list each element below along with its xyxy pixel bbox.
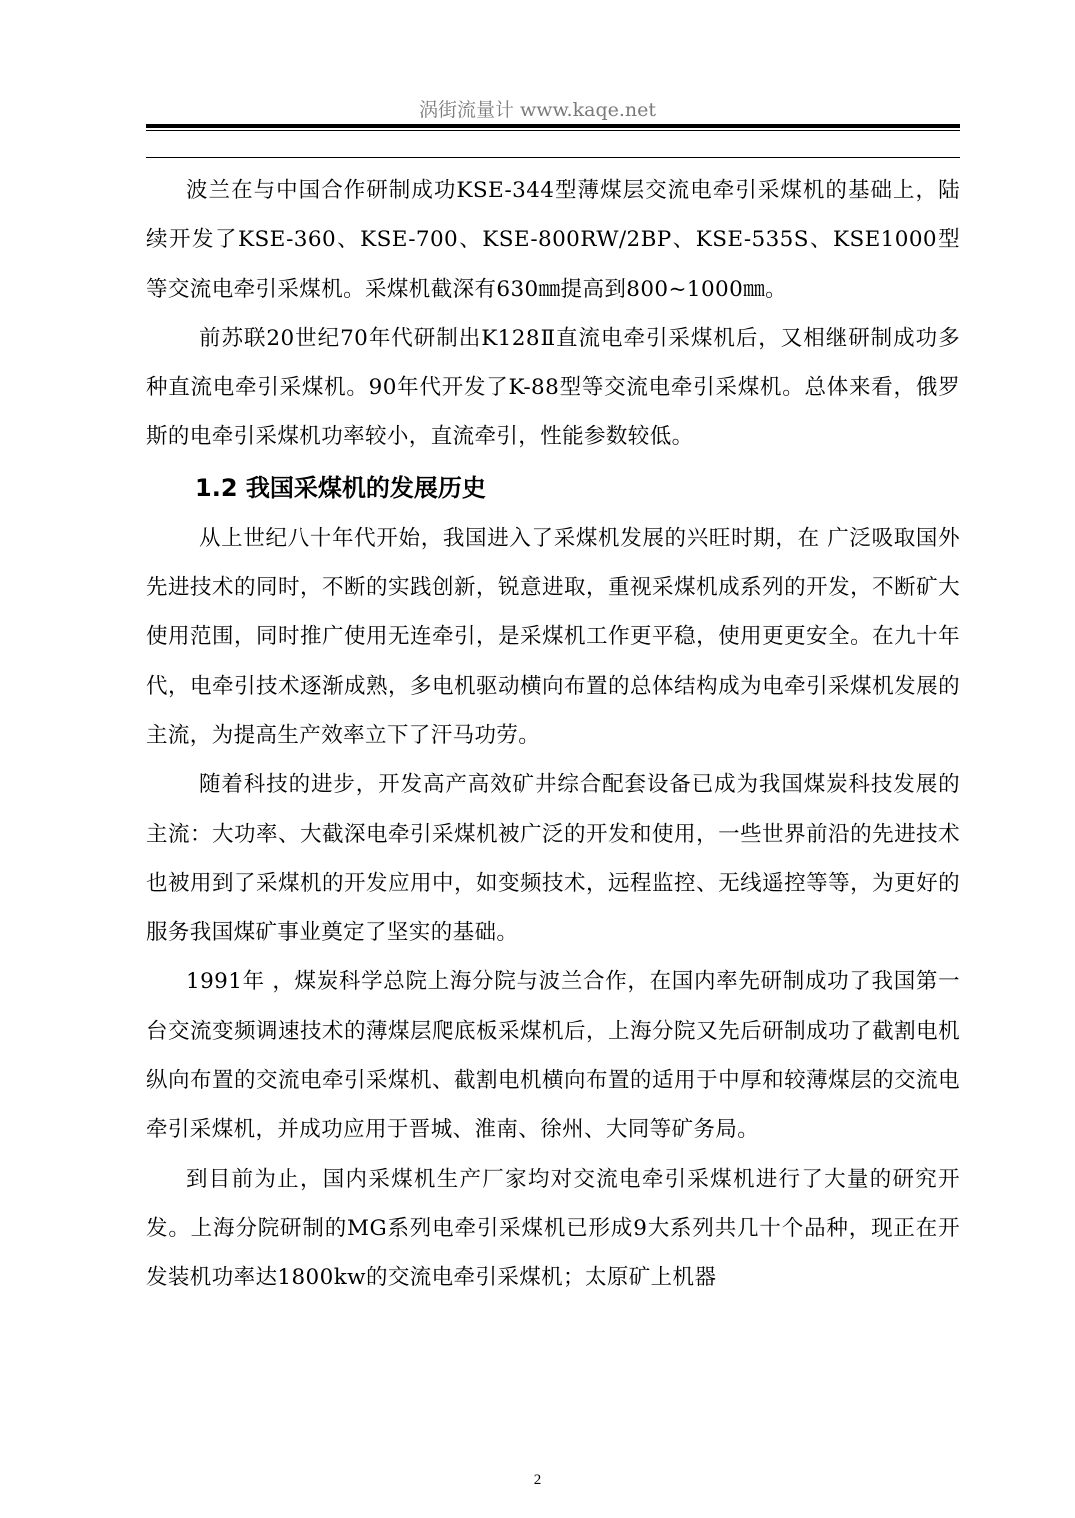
section-heading: 1.2 我国采煤机的发展历史: [195, 473, 486, 502]
page-number: 2: [533, 1472, 542, 1488]
header-rule-thick: [146, 124, 960, 128]
paragraph-poland: 波兰在与中国合作研制成功KSE-344型薄煤层交流电牵引采煤机的基础上，陆续开发了KSE-360、KSE-700、KSE-800RW/2BP、KSE-535S、KSE1000型等交流电牵引采煤机。采煤机截深有630㎜提高到800~1000㎜。: [146, 178, 960, 302]
body-top-rule: [146, 157, 960, 158]
paragraph-1991: 1991年 ，煤炭科学总院上海分院与波兰合作，在国内率先研制成功了我国第一台交流变频调速技术的薄煤层爬底板采煤机后，上海分院又先后研制成功了截割电机纵向布置的交流电牵引采煤机、截割电机横向布置的适用于中厚和较薄煤层的交流电牵引采煤机，并成功应用于晋城、淮南、徐州、大同等矿务局。: [146, 969, 960, 1143]
paragraph-current: 到目前为止，国内采煤机生产厂家均对交流电牵引采煤机进行了大量的研究开发。上海分院研制的MG系列电牵引采煤机已形成9大系列共几十个品种，现正在开发装机功率达1800kw的交流电牵引采煤机；太原矿上机器: [146, 1166, 960, 1291]
paragraph-tech-progress: 随着科技的进步，开发高产高效矿井综合配套设备已成为我国煤炭科技发展的主流：大功率、大截深电牵引采煤机被广泛的开发和使用，一些世界前沿的先进技术也被用到了采煤机的开发应用中，如变频技术，远程监控、无线遥控等等，为更好的服务我国煤矿事业奠定了坚实的基础。: [146, 772, 960, 946]
page-header: 涡街流量计 www.kaqe.net: [418, 99, 657, 121]
document-body: [146, 166, 960, 1303]
header-rule-thin: [146, 130, 960, 131]
paragraph-china-history: 从上世纪八十年代开始，我国进入了采煤机发展的兴旺时期，在 广泛吸取国外先进技术的同时，不断的实践创新，锐意进取，重视采煤机成系列的开发，不断矿大使用范围，同时推广使用无连牵引，是采煤机工作更平稳，使用更更安全。在九十年代，电牵引技术逐渐成熟，多电机驱动横向布置的总体结构成为电牵引采煤机发展的主流，为提高生产效率立下了汗马功劳。: [146, 525, 960, 748]
paragraph-soviet: 前苏联20世纪70年代研制出K128Ⅱ直流电牵引采煤机后，又相继研制成功多种直流电牵引采煤机。90年代开发了K-88型等交流电牵引采煤机。总体来看，俄罗斯的电牵引采煤机功率较小，直流牵引，性能参数较低。: [146, 325, 960, 450]
